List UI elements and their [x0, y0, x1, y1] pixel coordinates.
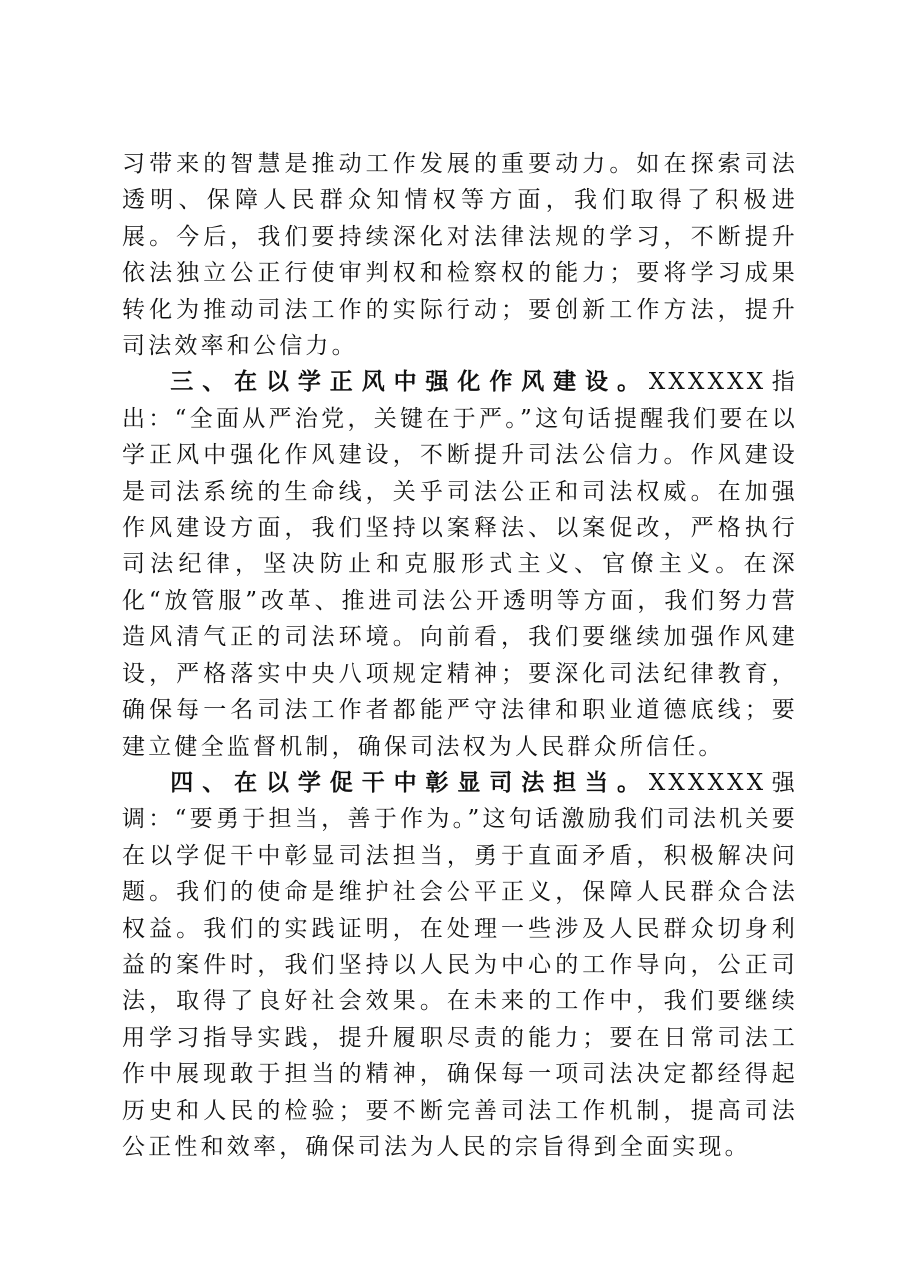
section-heading: 四、在以学促干中彰显司法担当。 — [170, 769, 649, 796]
paragraph-section-four — [122, 765, 798, 1165]
paragraph-body: 习带来的智慧是推动工作发展的重要动力。如在探索司法透明、保障人民群众知情权等方面，我们取得了积极进展。今后，我们要持续深化对法律法规的学习，不断提升依法独立公正行使审判权和检察权的能力；要将学习成果转化为推动司法工作的实际行动；要创新工作方法，提升司法效率和公信力。 — [122, 151, 798, 360]
paragraph-section-three — [122, 364, 798, 764]
document-page — [122, 146, 798, 1165]
paragraph-body: XXXXXX指出：“全面从严治党，关键在于严。”这句话提醒我们要在以学正风中强化作风建设，不断提升司法公信力。作风建设是司法系统的生命线，关乎司法公正和司法权威。在加强作风建设方面，我们坚持以案释法、以案促改，严格执行司法纪律，坚决防止和克服形式主义、官僚主义。在深化“放管服”改革、推进司法公开透明等方面，我们努力营造风清气正的司法环境。向前看，我们要继续加强作风建设，严格落实中央八项规定精神；要深化司法纪律教育，确保每一名司法工作者都能严守法律和职业道德底线；要建立健全监督机制，确保司法权为人民群众所信任。 — [122, 369, 798, 760]
paragraph-body: XXXXXX强调：“要勇于担当，善于作为。”这句话激励我们司法机关要在以学促干中彰显司法担当，勇于直面矛盾，积极解决问题。我们的使命是维护社会公平正义，保障人民群众合法权益。我们的实践证明，在处理一些涉及人民群众切身利益的案件时，我们坚持以人民为中心的工作导向，公正司法，取得了良好社会效果。在未来的工作中，我们要继续用学习指导实践，提升履职尽责的能力；要在日常司法工作中展现敢于担当的精神，确保每一项司法决定都经得起历史和人民的检验；要不断完善司法工作机制，提高司法公正性和效率，确保司法为人民的宗旨得到全面实现。 — [122, 769, 798, 1160]
section-heading: 三、在以学正风中强化作风建设。 — [170, 369, 649, 396]
paragraph-continuation — [122, 146, 798, 364]
